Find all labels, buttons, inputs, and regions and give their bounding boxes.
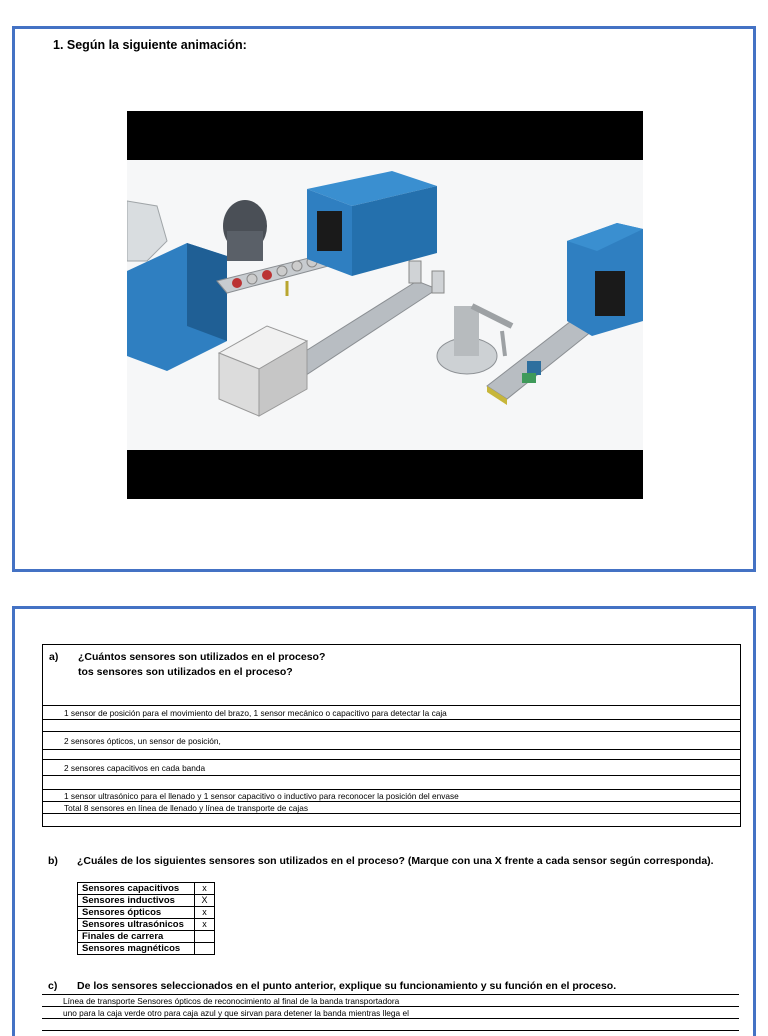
section-c-question: De los sensores seleccionados en el punto anterior, explique su funcionamiento y su función en el proceso.: [77, 980, 617, 992]
table-row: [78, 919, 215, 931]
section-a-box: [42, 644, 741, 827]
table-row: [78, 907, 215, 919]
answer-line-empty[interactable]: [42, 1019, 739, 1031]
section-c-label: c): [48, 980, 58, 992]
question-title: 1. Según la siguiente animación:: [53, 38, 247, 52]
question-frame-animation: [12, 26, 756, 572]
answer-line-empty[interactable]: [43, 749, 740, 759]
sensor-name: Sensores inductivos: [78, 895, 195, 907]
animation-video[interactable]: [127, 111, 643, 499]
sensor-mark-cell[interactable]: x: [195, 919, 215, 931]
answer-line-empty[interactable]: [43, 813, 740, 826]
answer-line[interactable]: 1 sensor ultrasónico para el llenado y 1 sensor capacitivo o inductivo para reconocer la posición del envase: [43, 789, 740, 801]
section-c-title: [48, 980, 617, 992]
section-a-label: a): [49, 651, 59, 663]
answer-line[interactable]: Total 8 sensores en línea de llenado y línea de transporte de cajas: [43, 801, 740, 813]
answer-box-bottom: [43, 826, 740, 827]
section-c-box: [42, 994, 739, 1031]
answer-line[interactable]: 1 sensor de posición para el movimiento del brazo, 1 sensor mecánico o capacitivo para detectar la caja: [43, 705, 740, 719]
answer-line[interactable]: 2 sensores capacitivos en cada banda: [43, 759, 740, 775]
sensor-mark-cell[interactable]: [195, 943, 215, 955]
sensor-name: Sensores ópticos: [78, 907, 195, 919]
answer-line[interactable]: 2 sensores ópticos, un sensor de posición,: [43, 731, 740, 749]
table-row: [78, 895, 215, 907]
sensors-table: [77, 882, 215, 955]
section-a-question: ¿Cuántos sensores son utilizados en el proceso?: [78, 651, 326, 663]
answer-line-empty[interactable]: [43, 719, 740, 731]
sensor-mark-cell[interactable]: [195, 931, 215, 943]
table-row: [78, 943, 215, 955]
sensor-mark-cell[interactable]: x: [195, 883, 215, 895]
answer-line[interactable]: uno para la caja verde otro para caja azul y que sirvan para detener la banda mientras llega el: [42, 1007, 739, 1019]
sensor-mark-cell[interactable]: X: [195, 895, 215, 907]
section-b-question: ¿Cuáles de los siguientes sensores son utilizados en el proceso? (Marque con una X frente a cada sensor según corresponda).: [77, 855, 714, 867]
sensor-name: Sensores capacitivos: [78, 883, 195, 895]
sensor-mark-cell[interactable]: x: [195, 907, 215, 919]
answer-line-empty[interactable]: [43, 775, 740, 789]
answer-line[interactable]: Línea de transporte Sensores ópticos de reconocimiento al final de la banda transportadora: [42, 995, 739, 1007]
question-frame-sensors: [12, 606, 756, 1036]
table-row: [78, 931, 215, 943]
table-row: [78, 883, 215, 895]
section-a-question-repeat: tos sensores son utilizados en el proceso?: [78, 666, 293, 678]
factory-animation-image: [127, 111, 643, 499]
section-b-label: b): [48, 855, 58, 867]
sensor-name: Sensores magnéticos: [78, 943, 195, 955]
sensor-name: Finales de carrera: [78, 931, 195, 943]
sensor-name: Sensores ultrasónicos: [78, 919, 195, 931]
